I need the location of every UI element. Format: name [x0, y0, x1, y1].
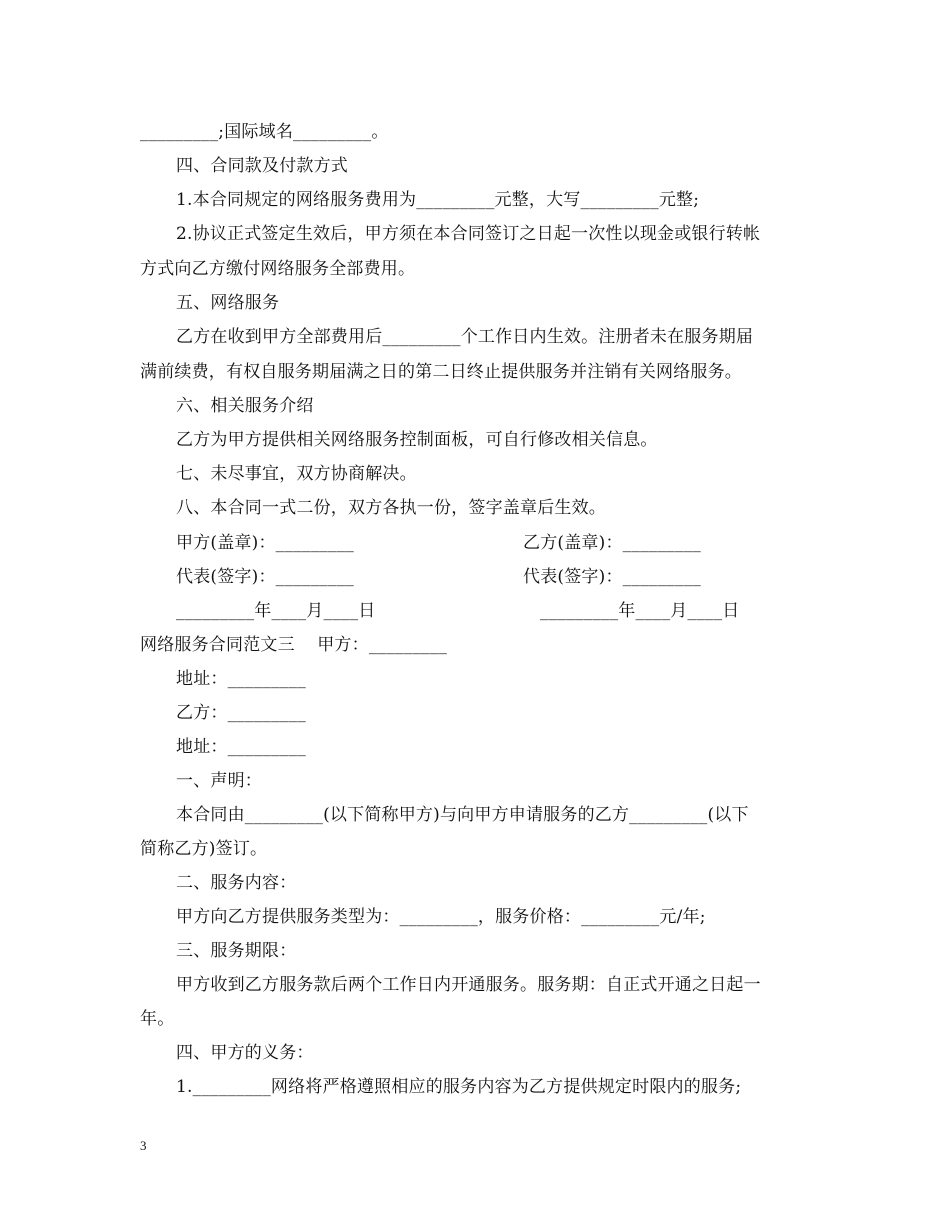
- party-a-date: _________年____月____日: [176, 601, 376, 621]
- paragraph: 乙方为甲方提供相关网络服务控制面板，可自行修改相关信息。: [176, 430, 658, 450]
- section-heading: 四、合同款及付款方式: [176, 156, 348, 176]
- section-heading: 八、本合同一式二份，双方各执一份，签字盖章后生效。: [176, 498, 606, 518]
- section-heading: 六、相关服务介绍: [176, 396, 314, 416]
- paragraph: 乙方在收到甲方全部费用后_________个工作日内生效。注册者未在服务期届: [176, 327, 754, 347]
- section-heading: 四、甲方的义务：: [176, 1043, 314, 1063]
- domain-line: _________;国际域名_________。: [140, 122, 389, 142]
- clause: 1.本合同规定的网络服务费用为_________元整，大写_________元整;: [176, 190, 700, 210]
- party-a-signature: 代表(签字)：_________: [176, 567, 354, 587]
- paragraph-continuation: 年。: [140, 1009, 175, 1029]
- paragraph: 甲方收到乙方服务款后两个工作日内开通服务。服务期：自正式开通之日起一: [176, 975, 761, 995]
- party-a-seal: 甲方(盖章)：_________: [176, 533, 354, 553]
- section-heading: 五、网络服务: [176, 293, 280, 313]
- address-line: 地址：_________: [176, 669, 306, 689]
- section-heading: 三、服务期限：: [176, 941, 297, 961]
- contract-title-line: 网络服务合同范文三 甲方：_________: [140, 635, 448, 655]
- clause: 2.协议正式签定生效后，甲方须在本合同签订之日起一次性以现金或银行转帐: [176, 224, 761, 244]
- page-number: 3: [140, 1138, 147, 1153]
- section-heading: 七、未尽事宜，双方协商解决。: [176, 464, 417, 484]
- paragraph: 甲方向乙方提供服务类型为：_________，服务价格：_________元/年;: [176, 907, 706, 927]
- clause-continuation: 方式向乙方缴付网络服务全部费用。: [140, 259, 416, 279]
- clause: 1._________网络将严格遵照相应的服务内容为乙方提供规定时限内的服务;: [176, 1077, 742, 1097]
- party-b-seal: 乙方(盖章)：_________: [523, 533, 701, 553]
- party-b-date: _________年____月____日: [540, 601, 740, 621]
- section-heading: 一、声明：: [176, 771, 262, 791]
- party-b-line: 乙方：_________: [176, 703, 306, 723]
- section-heading: 二、服务内容：: [176, 873, 297, 893]
- address-line: 地址：_________: [176, 737, 306, 757]
- paragraph: 本合同由_________(以下简称甲方)与向甲方申请服务的乙方_________(以下: [176, 805, 749, 825]
- paragraph-continuation: 满前续费，有权自服务期届满之日的第二日终止提供服务并注销有关网络服务。: [140, 362, 742, 382]
- party-b-signature: 代表(签字)：_________: [523, 567, 701, 587]
- paragraph-continuation: 简称乙方)签订。: [140, 839, 268, 859]
